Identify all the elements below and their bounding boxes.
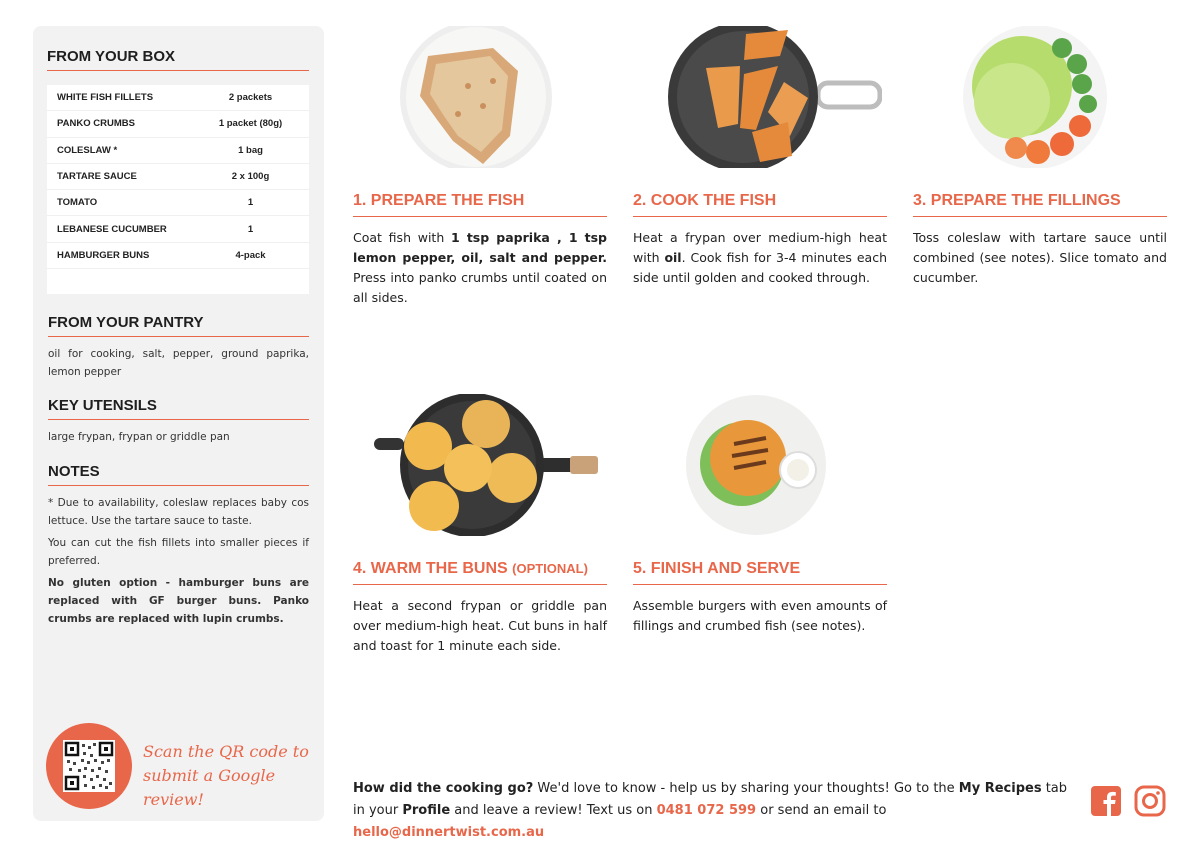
ingredient-name: TOMATO: [57, 197, 98, 209]
step-1-text-bold: 1 tsp paprika , 1 tsp lemon pepper, oil, salt and pepper.: [353, 230, 607, 265]
step-2-title: 2. COOK THE FISH: [633, 192, 887, 217]
step-4-text: Heat a second frypan or griddle pan over medium-high heat. Cut buns in half and toast for 1 minute each side.: [353, 598, 607, 653]
email-link[interactable]: hello@dinnertwist.com.au: [353, 825, 545, 840]
step-4-photo: [374, 394, 600, 536]
ingredient-qty: 4-pack: [235, 249, 266, 261]
instagram-icon[interactable]: [1134, 785, 1166, 817]
table-row: [47, 138, 309, 164]
step-2-text-bold: oil: [664, 250, 682, 265]
sidebar: [33, 26, 324, 821]
ingredient-name: HAMBURGER BUNS: [57, 249, 150, 261]
step-1-text: [353, 228, 607, 308]
pantry-heading: FROM YOUR PANTRY: [48, 314, 309, 337]
footer-text-part: We'd love to know - help us by sharing your thoughts! Go to the: [533, 781, 959, 796]
step-4-title-suffix: (OPTIONAL): [512, 561, 588, 576]
ingredient-qty: 2 x 100g: [231, 171, 270, 183]
ingredient-qty: 2 packets: [228, 92, 273, 104]
ingredient-name: LEBANESE CUCUMBER: [57, 223, 167, 235]
footer-text-part: and leave a review! Text us on: [450, 803, 657, 818]
table-row: [47, 190, 309, 216]
ingredient-name: WHITE FISH FILLETS: [57, 92, 154, 104]
pantry-text: oil for cooking, salt, pepper, ground paprika, lemon pepper: [48, 348, 309, 378]
qr-code-badge[interactable]: [46, 723, 132, 809]
step-4-title-main: 4. WARM THE BUNS: [353, 560, 508, 577]
step-2-text-part: Heat a frypan over medium-high heat with: [633, 230, 887, 265]
ingredient-name: COLESLAW *: [57, 144, 118, 156]
box-ingredients-table: [47, 85, 309, 294]
footer-question: How did the cooking go?: [353, 781, 534, 796]
ingredient-qty: 1 bag: [238, 144, 263, 156]
qr-code[interactable]: [63, 740, 115, 792]
ingredient-qty: 1 packet (80g): [218, 118, 283, 130]
utensils-section: [48, 397, 309, 446]
step-5-title: 5. FINISH AND SERVE: [633, 560, 887, 585]
utensils-text: large frypan, frypan or griddle pan: [48, 431, 230, 443]
facebook-icon[interactable]: [1090, 785, 1122, 817]
profile-link[interactable]: Profile: [402, 803, 451, 818]
step-2-text: [633, 228, 887, 288]
step-5-photo: [686, 394, 826, 536]
step-1-photo: [398, 26, 554, 168]
table-row: [47, 243, 309, 269]
my-recipes-link[interactable]: My Recipes: [958, 781, 1042, 796]
notes-heading: NOTES: [48, 463, 309, 486]
step-1-text-part: Press into panko crumbs until coated on all sides.: [353, 270, 607, 305]
footer-review-text: [353, 778, 1073, 844]
from-your-box-section: [47, 48, 309, 294]
notes-section: [48, 463, 309, 628]
box-heading: FROM YOUR BOX: [47, 48, 309, 71]
table-row: [47, 216, 309, 242]
pantry-section: [48, 314, 309, 381]
step-2-text-part: . Cook fish for 3-4 minutes each side until golden and cooked through.: [633, 250, 887, 285]
ingredient-qty: 1: [247, 223, 254, 235]
note-item: * Due to availability, coleslaw replaces baby cos lettuce. Use the tartare sauce to taste.: [48, 497, 309, 527]
ingredient-qty: 1: [247, 197, 254, 209]
phone-link[interactable]: 0481 072 599: [656, 803, 757, 818]
footer-text-part: or send an email to: [756, 803, 887, 818]
step-5-text: Assemble burgers with even amounts of fillings and crumbed fish (see notes).: [633, 598, 887, 633]
step-3-title: 3. PREPARE THE FILLINGS: [913, 192, 1167, 217]
note-item: No gluten option - hamburger buns are replaced with GF burger buns. Panko crumbs are replaced with lupin crumbs.: [48, 577, 309, 625]
step-3-photo: [962, 26, 1108, 168]
step-1-title: 1. PREPARE THE FISH: [353, 192, 607, 217]
footer-text-part: tab in your: [353, 781, 1068, 818]
utensils-heading: KEY UTENSILS: [48, 397, 309, 420]
qr-caption: Scan the QR code to submit a Google review!: [143, 742, 309, 809]
step-2-photo: [668, 26, 882, 168]
table-row: [47, 111, 309, 137]
note-item: You can cut the fish fillets into smaller pieces if preferred.: [48, 537, 309, 567]
step-4-title: [353, 560, 607, 585]
ingredient-name: TARTARE SAUCE: [57, 171, 137, 183]
step-1-text-part: Coat fish with: [353, 230, 451, 245]
step-3-text: Toss coleslaw with tartare sauce until combined (see notes). Slice tomato and cucumber.: [913, 230, 1167, 285]
ingredient-name: PANKO CRUMBS: [57, 118, 135, 130]
table-row: [47, 164, 309, 190]
table-row: [47, 85, 309, 111]
